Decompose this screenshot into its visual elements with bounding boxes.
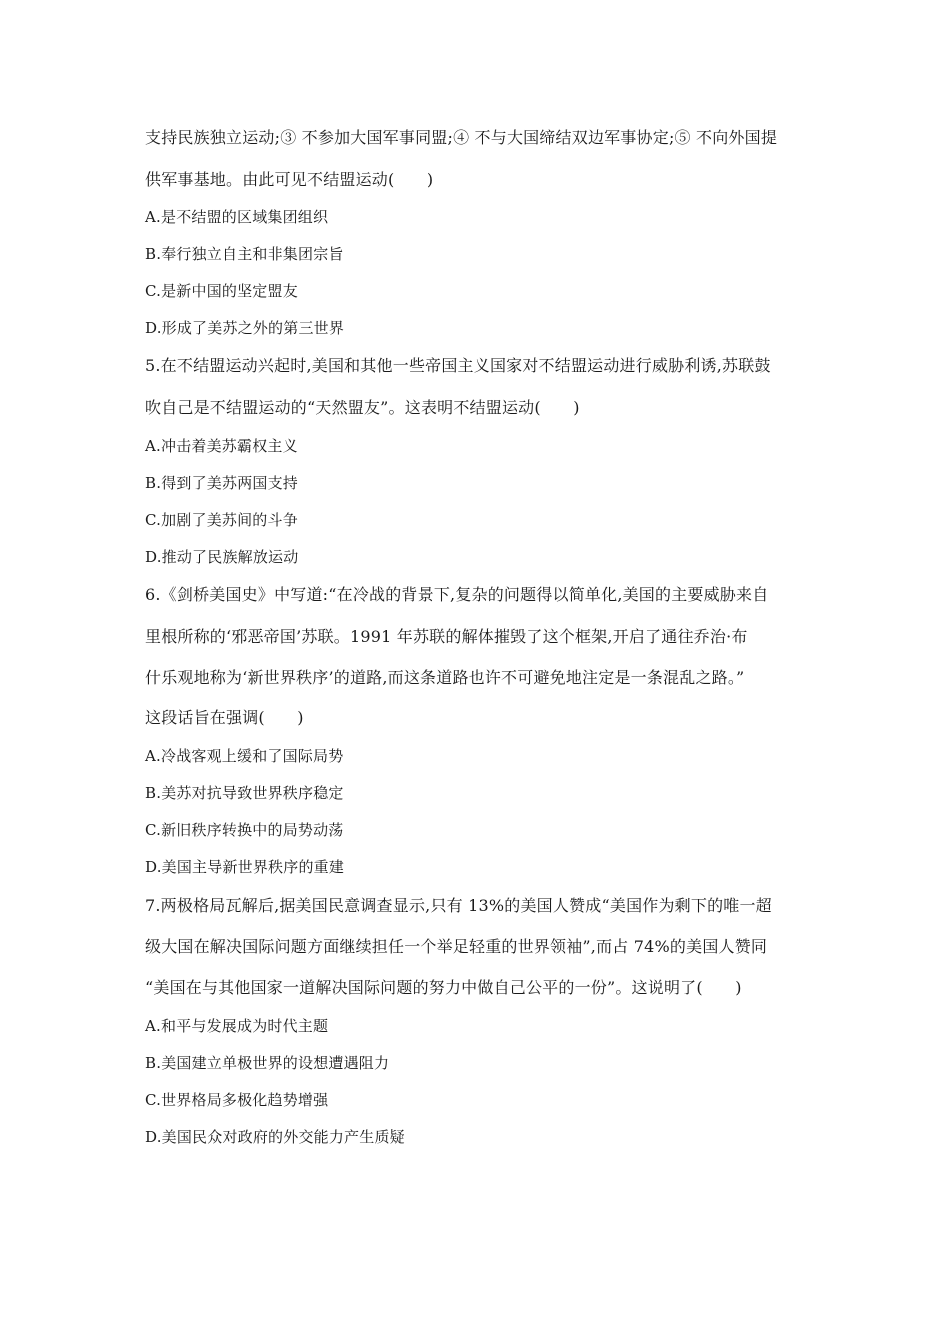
q4-stem-line-2: 供军事基地。由此可见不结盟运动( ) (145, 170, 434, 189)
q7-option-d: D.美国民众对政府的外交能力产生质疑 (145, 1128, 405, 1146)
q4-option-b: B.奉行独立自主和非集团宗旨 (145, 245, 344, 263)
q6-option-c: C.新旧秩序转换中的局势动荡 (145, 821, 344, 839)
q4-option-d: D.形成了美苏之外的第三世界 (145, 319, 345, 337)
q4-stem-line-1: 支持民族独立运动;③ 不参加大国军事同盟;④ 不与大国缔结双边军事协定;⑤ 不向外国提 (145, 128, 778, 147)
q7-stem-line-2: 级大国在解决国际问题方面继续担任一个举足轻重的世界领袖”,而占 74%的美国人赞同 (145, 937, 768, 956)
q5-option-a: A.冲击着美苏霸权主义 (145, 437, 298, 455)
q6-stem-line-4: 这段话旨在强调( ) (145, 708, 304, 727)
q7-option-a: A.和平与发展成为时代主题 (145, 1017, 329, 1035)
q6-stem-line-1: 6.《剑桥美国史》中写道:“在冷战的背景下,复杂的问题得以简单化,美国的主要威胁来自 (145, 585, 769, 604)
q5-option-b: B.得到了美苏两国支持 (145, 474, 298, 492)
q5-option-c: C.加剧了美苏间的斗争 (145, 511, 298, 529)
q4-option-a: A.是不结盟的区域集团组织 (145, 208, 329, 226)
q6-option-d: D.美国主导新世界秩序的重建 (145, 858, 345, 876)
q5-stem-line-2: 吹自己是不结盟运动的“天然盟友”。这表明不结盟运动( ) (145, 398, 580, 417)
q7-option-b: B.美国建立单极世界的设想遭遇阻力 (145, 1054, 390, 1072)
q5-stem-line-1: 5.在不结盟运动兴起时,美国和其他一些帝国主义国家对不结盟运动进行威胁利诱,苏联鼓 (145, 356, 771, 375)
q7-option-c: C.世界格局多极化趋势增强 (145, 1091, 329, 1109)
q6-stem-line-3: 什乐观地称为‘新世界秩序’的道路,而这条道路也许不可避免地注定是一条混乱之路。” (145, 668, 745, 687)
q4-option-c: C.是新中国的坚定盟友 (145, 282, 298, 300)
q5-option-d: D.推动了民族解放运动 (145, 548, 299, 566)
q6-stem-line-2: 里根所称的‘邪恶帝国’苏联。1991 年苏联的解体摧毁了这个框架,开启了通往乔治·布 (145, 627, 748, 646)
q6-option-a: A.冷战客观上缓和了国际局势 (145, 747, 344, 765)
q6-option-b: B.美苏对抗导致世界秩序稳定 (145, 784, 344, 802)
q7-stem-line-3: “美国在与其他国家一道解决国际问题的努力中做自己公平的一份”。这说明了( ) (145, 978, 742, 997)
q7-stem-line-1: 7.两极格局瓦解后,据美国民意调查显示,只有 13%的美国人赞成“美国作为剩下的唯一超 (145, 896, 772, 915)
